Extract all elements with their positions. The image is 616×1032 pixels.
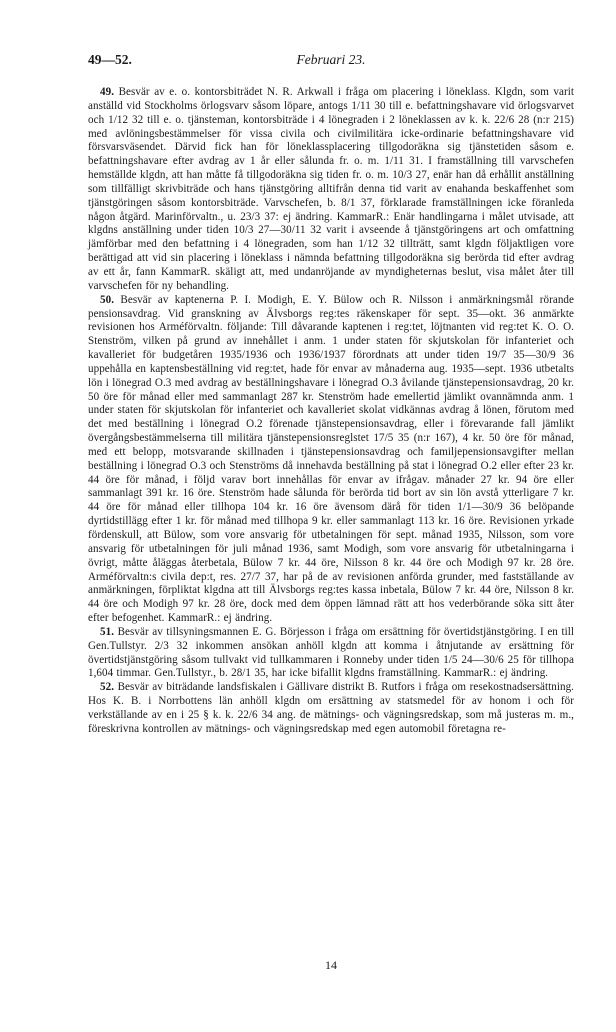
- page-date: Februari 23.: [296, 52, 366, 67]
- paragraph-number: 50.: [100, 293, 115, 306]
- paragraph-text: Besvär av e. o. kontorsbiträdet N. R. Arkwall i fråga om placering i löneklass. Klgdn, som varit anställd vid Stockholms örlogsvarv såsom löpare, antogs 1/11 30 till e. befattningshavare vid örlogsvarvet och 1/12 32 till e. o. tjänsteman, kontorsbiträde i 4 lönegraden i 2 löneklassen av k. k. 22/6 28 (n:r 215) med avlöningsbestämmelser för vissa civila och civilmilitära icke-ordinarie befattningshavare vid försvarsväsendet. Därvid fick han för löneklassplacering tillgodoräkna sig tjänstetiden såsom e. befattningshavare efter avdrag av 1 år eller sålunda fr. o. m. 1/11 31. I framställning till varvschefen hemställde klgdn, att han måtte få tillgodoräkna sig tiden fr. o. m. 10/3 27, enär han då erhållit anställning som tillfälligt skrivbiträde och hans tjänstgöring alltifrån denna tid varit av enahanda beskaffenhet som tjänstgöringen såsom kontorsbiträde. Varvschefen, b. 8/1 37, förklarade framställningen icke föranleda någon åtgärd. Marinförvaltn., u. 23/3 37: ej ändring. KammarR.: Enär handlingarna i målet utvisade, att klgdns anställning under tiden 10/3 27—30/11 32 varit i avseende å tjänstgöringens art och omfattning jämförbar med den befattning i 4 lönegraden, som han 1/12 32 tillträtt, samt klgdn följaktligen vore berättigad att vid sin placering i löneklass i nämnda befattning tillgodoräkna sig berörda tid efter avdrag av ett år, fann KammarR. skäligt att, med undanröjande av myndigheternas beslut, visa målet åter till varvschefen för ny behandling.: [88, 86, 574, 292]
- page-header: [88, 52, 574, 72]
- paragraph-number: 51.: [100, 625, 115, 638]
- page-number: 14: [325, 958, 337, 972]
- paragraph-text: Besvär av tillsyningsmannen E. G. Börjesson i fråga om ersättning för övertidstjänstgöring. I en till Gen.Tullstyr. 2/3 32 inkommen ansökan anhöll klgdn att komma i åtnjutande av ersättning för övertidstjänstgöring såsom tullvakt vid tullkammaren i Ronneby under tiden 1/5 24—30/6 25 för tillhopa 1,604 timmar. Gen.Tullstyr., b. 28/1 35, har icke bifallit klgdns framställning. KammarR.: ej ändring.: [88, 625, 574, 680]
- paragraph-52: [88, 681, 574, 736]
- paragraph-50: [88, 294, 574, 626]
- document-page: [88, 52, 575, 972]
- paragraph-51: [88, 626, 574, 681]
- paragraph-number: 52.: [100, 681, 115, 694]
- document-body: [88, 86, 574, 737]
- case-range: 49—52.: [88, 52, 132, 67]
- paragraph-text: Besvär av biträdande landsfiskalen i Gällivare distrikt B. Rutfors i fråga om resekostnadsersättning. Hos K. B. i Norrbottens län anhöll klgdn om ersättning av statsmedel för av honom i och för verkställande av en i 25 § k. k. 22/6 34 ang. de mätnings- och vägningsredskap, som må justeras m. m., föreskrivna kontrollen av mätnings- och vägningsredskap med egen automobil företagna re-: [88, 681, 575, 735]
- paragraph-number: 49.: [100, 86, 115, 98]
- paragraph-49: [88, 86, 574, 294]
- paragraph-text: Besvär av kaptenerna P. I. Modigh, E. Y. Bülow och R. Nilsson i anmärkningsmål rörande pensionsavdrag. Vid granskning av Älvsborgs reg:tes räkenskaper för sept. 35—okt. 36 anmärkte revisionen hos Arméförvaltn. följande: Till dåvarande kaptenen i reg:tet, löjtnanten vid reg:tet K. O. O. Stenström, vilken på grund av innehållet i anm. 1 under staten för skjutskolan för infanteriet och kavalleriet för budgetåren 1935/1936 och 1936/1937 förordnats att under tiden 19/7 35—30/9 36 uppehålla en kaptensbeställning vid reg:tet, hade för envar av månaderna aug. 1935—sept. 1936 utbetalts lön i lönegrad O.3 med avdrag av beställningshavare i lönegrad O.3 åvilande tjänstepensionsavdrag, 20 kr. 50 öre för månad eller med sammanlagt 287 kr. Stenström hade emellertid jämlikt ovannämnda anm. 1 under staten för skjutskolan för infanteriet och kavalleriet skolat vidkännas avdrag å lönen, förutom med det med beställning i lönegrad O.2 förenade tjänstepensionsavdrag, eller i förevarande fall jämlikt övergångsbestämmelserna till militära tjänstepensionsreglstet 17/5 35 (n:r 167), 4 kr. 50 öre för månad, med ett belopp, motsvarande skillnaden i tjänstepensionsavdrag och familjepensionsavgifter mellan beställning i lönegrad O.3 och Stenströms då innehavda beställning på stat i lönegrad O.2 eller efter 23 kr. 44 öre för månad, i följd varav bort innehållas för envar av ifrågav. månader 27 kr. 94 öre eller sammanlagt 391 kr. 16 öre. Stenström hade sålunda för berörda tid bort av sin lön avstå ytterligare 7 kr. 44 öre för månad eller tillhopa 104 kr. 16 öre ävensom därå för tiden 1/1—30/9 36 belöpande dyrtidstillägg efter 1 kr. för månad med tillhopa 9 kr. eller sammanlagt 113 kr. 16 öre. Revisionen yrkade fördenskull, att Bülow, som vore ansvarig för utbetalningen för sept. månad 1935, Nilsson, som vore ansvarig för utbetalningen för juli månad 1936, samt Modigh, som vore ansvarig för utbetalningarna i övrigt, måtte åläggas återbetala, Bülow 7 kr. 44 öre, Nilsson 8 kr. 44 öre och Modigh 97 kr. 28 öre. Arméförvaltn:s civila dep:t, res. 27/7 37, har på de av revisionen anförda grunder, med fastställande av anmärkningen, förpliktat klgdna att till Älvsborgs reg:tes kassa inbetala, Bülow 7 kr. 44 öre, Nilsson 8 kr. 44 öre och Modigh 97 kr. 28 öre, dock med dem öppen lämnad rätt att hos vederbörande söka sitt åter efter befogenhet. KammarR.: ej ändring.: [88, 293, 574, 625]
